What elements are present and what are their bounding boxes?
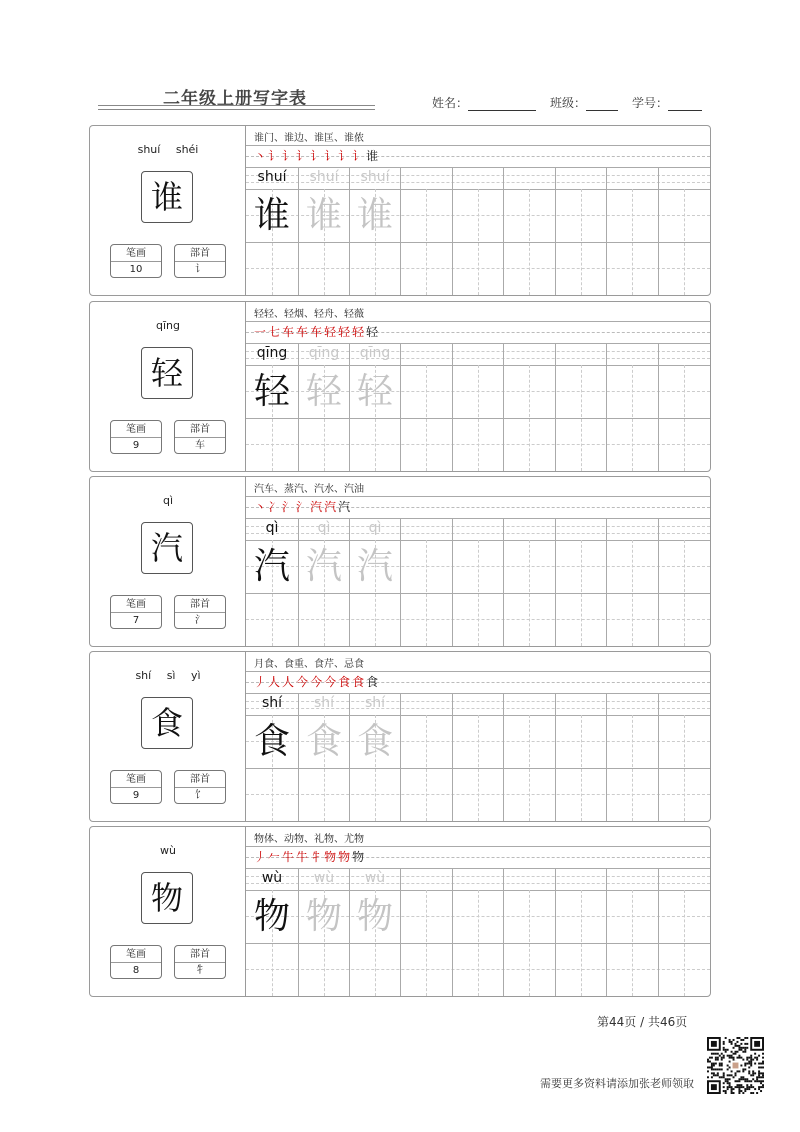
grid-column-line — [555, 344, 556, 471]
stroke-step: 汽 — [324, 500, 339, 514]
character-box — [141, 872, 193, 924]
grid-column-line — [555, 168, 556, 295]
radical-box — [174, 595, 226, 629]
grid-center-guide — [581, 540, 582, 646]
grid-center-guide — [529, 189, 530, 295]
stroke-order-row — [254, 498, 352, 515]
stroke-step: 食 — [352, 675, 367, 689]
radical-label: 部首 — [175, 421, 225, 438]
worksheet-title: 二年级上册写字表 — [163, 89, 307, 109]
practice-pinyin: wù — [313, 870, 335, 886]
grid-center-guide — [581, 715, 582, 821]
radical-label: 部首 — [175, 946, 225, 963]
character-info-panel — [90, 477, 246, 646]
practice-pinyin: shuí — [257, 169, 287, 185]
practice-pinyin: qì — [317, 520, 331, 536]
example-words: 汽车、蒸汽、汽水、汽油 — [254, 484, 364, 495]
grid-column-line — [452, 168, 453, 295]
stroke-step: 丶 — [254, 149, 269, 163]
radical-value: 饣 — [195, 790, 205, 801]
practice-character: 谁 — [356, 195, 393, 236]
stroke-step: 牜 — [310, 850, 325, 864]
grid-column-line — [555, 694, 556, 821]
stroke-step: 丿 — [254, 675, 269, 689]
row-divider — [246, 145, 710, 146]
name-label: 姓名： — [432, 96, 469, 110]
stroke-step: 讠 — [352, 149, 367, 163]
character-box — [141, 522, 193, 574]
stroke-step: 冫 — [268, 500, 283, 514]
writing-grid[interactable] — [246, 869, 710, 996]
practice-area — [246, 827, 710, 996]
practice-character: 轻 — [253, 371, 290, 412]
stroke-order-row — [254, 673, 380, 690]
radical-value: 车 — [195, 440, 205, 451]
character-card — [89, 826, 711, 997]
stroke-step: 物 — [338, 850, 353, 864]
stroke-step: 物 — [324, 850, 339, 864]
grid-column-line — [555, 519, 556, 646]
radical-label: 部首 — [175, 771, 225, 788]
stroke-order-row — [254, 147, 380, 164]
practice-character: 汽 — [356, 546, 393, 587]
stroke-count-value: 9 — [132, 440, 140, 451]
radical-value: 讠 — [195, 264, 205, 275]
stroke-step: 汽 — [310, 500, 325, 514]
stroke-step: 轻 — [324, 325, 339, 339]
stroke-step: 轻 — [366, 325, 381, 339]
stroke-step: 汽 — [338, 500, 353, 514]
character-info-panel — [90, 302, 246, 471]
example-words: 物体、动物、礼物、尤物 — [254, 834, 364, 845]
grid-center-guide — [684, 540, 685, 646]
practice-pinyin: qīng — [308, 345, 340, 361]
character-card — [89, 651, 711, 822]
character-pinyin: qì — [162, 494, 174, 507]
grid-column-line — [503, 869, 504, 996]
stroke-step: 轻 — [338, 325, 353, 339]
grid-center-guide — [684, 890, 685, 996]
practice-pinyin: shí — [261, 695, 283, 711]
grid-center-guide — [478, 540, 479, 646]
practice-pinyin: shí — [364, 695, 386, 711]
practice-character: 汽 — [253, 546, 290, 587]
grid-center-guide — [581, 189, 582, 295]
stroke-step: 讠 — [296, 149, 311, 163]
stroke-count-value: 8 — [132, 965, 140, 976]
grid-center-guide — [632, 715, 633, 821]
practice-pinyin: qì — [368, 520, 382, 536]
grid-column-line — [503, 694, 504, 821]
character-card — [89, 476, 711, 647]
stroke-step: 谁 — [366, 149, 381, 163]
grid-center-guide — [426, 365, 427, 471]
main-character: 谁 — [150, 178, 183, 216]
grid-center-guide — [632, 890, 633, 996]
grid-column-line — [658, 519, 659, 646]
grid-column-line — [658, 168, 659, 295]
practice-character: 食 — [305, 721, 342, 762]
writing-grid[interactable] — [246, 519, 710, 646]
practice-character: 物 — [356, 896, 393, 937]
main-character: 轻 — [150, 354, 183, 392]
grid-column-line — [606, 519, 607, 646]
grid-column-line — [503, 344, 504, 471]
class-blank[interactable] — [586, 99, 618, 111]
stroke-step: 氵 — [296, 500, 311, 514]
radical-box — [174, 420, 226, 454]
grid-column-line — [503, 519, 504, 646]
stroke-count-box — [110, 244, 162, 278]
stroke-count-value: 10 — [129, 264, 143, 275]
radical-value: 氵 — [195, 615, 205, 626]
practice-area — [246, 126, 710, 295]
grid-column-line — [606, 694, 607, 821]
grid-center-guide — [632, 365, 633, 471]
stroke-order-row — [254, 848, 366, 865]
stroke-step: 牛 — [282, 850, 297, 864]
stroke-step: 人 — [268, 675, 283, 689]
practice-character: 汽 — [305, 546, 342, 587]
stroke-step: 今 — [310, 675, 325, 689]
grid-center-guide — [478, 890, 479, 996]
grid-center-guide — [426, 715, 427, 821]
grid-center-guide — [684, 189, 685, 295]
grid-center-guide — [478, 189, 479, 295]
character-info-panel — [90, 126, 246, 295]
grid-center-guide — [478, 715, 479, 821]
stroke-count-box — [110, 770, 162, 804]
grid-center-guide — [684, 715, 685, 821]
qr-code-icon — [707, 1037, 764, 1094]
grid-center-guide — [684, 365, 685, 471]
stroke-step: 今 — [324, 675, 339, 689]
grid-column-line — [606, 168, 607, 295]
practice-area — [246, 652, 710, 821]
practice-character: 物 — [305, 896, 342, 937]
grid-column-line — [658, 344, 659, 471]
main-character: 汽 — [150, 529, 183, 567]
grid-center-guide — [426, 189, 427, 295]
page-number: 第44页 / 共46页 — [597, 1015, 688, 1029]
stroke-step: 车 — [296, 325, 311, 339]
stroke-count-label: 笔画 — [111, 596, 161, 613]
example-words: 月食、食重、食芹、忌食 — [254, 659, 364, 670]
grid-center-guide — [529, 365, 530, 471]
grid-center-guide — [632, 540, 633, 646]
radical-box — [174, 244, 226, 278]
grid-column-line — [658, 869, 659, 996]
practice-pinyin: qīng — [256, 345, 288, 361]
main-character: 物 — [150, 879, 183, 917]
practice-pinyin: qì — [265, 520, 279, 536]
radical-label: 部首 — [175, 596, 225, 613]
grid-column-line — [658, 694, 659, 821]
radical-value: 牜 — [195, 965, 205, 976]
stroke-step: 食 — [338, 675, 353, 689]
practice-pinyin: wù — [364, 870, 386, 886]
practice-character: 食 — [253, 721, 290, 762]
stroke-step: 车 — [282, 325, 297, 339]
stroke-step: 今 — [296, 675, 311, 689]
stroke-count-box — [110, 945, 162, 979]
stroke-step: 人 — [282, 675, 297, 689]
stroke-step: 车 — [310, 325, 325, 339]
stroke-step: 轻 — [352, 325, 367, 339]
grid-center-guide — [478, 365, 479, 471]
main-character: 食 — [150, 704, 183, 742]
example-words: 谁门、谁边、谁匡、谁侬 — [254, 133, 364, 144]
practice-character: 物 — [253, 896, 290, 937]
grid-column-line — [606, 344, 607, 471]
practice-area — [246, 302, 710, 471]
writing-grid[interactable] — [246, 168, 710, 295]
stroke-count-label: 笔画 — [111, 421, 161, 438]
character-pinyin: shí sì yì — [135, 669, 201, 682]
grid-center-guide — [581, 365, 582, 471]
grid-center-guide — [529, 715, 530, 821]
character-pinyin: shuí shéi — [137, 143, 199, 156]
grid-column-line — [503, 168, 504, 295]
practice-pinyin: qīng — [359, 345, 391, 361]
stroke-step: 七 — [268, 325, 283, 339]
practice-character: 轻 — [356, 371, 393, 412]
stroke-step: 讠 — [310, 149, 325, 163]
radical-box — [174, 945, 226, 979]
stroke-step: 讠 — [268, 149, 283, 163]
stroke-step: 讠 — [324, 149, 339, 163]
practice-pinyin: shuí — [309, 169, 339, 185]
class-label: 班级： — [550, 96, 587, 110]
row-divider — [246, 321, 710, 322]
footer-cta: 需要更多资料请添加张老师领取 — [540, 1077, 694, 1090]
practice-area — [246, 477, 710, 646]
grid-column-line — [606, 869, 607, 996]
grid-column-line — [452, 694, 453, 821]
character-box — [141, 697, 193, 749]
title-underline-bottom — [98, 109, 375, 110]
stroke-count-label: 笔画 — [111, 946, 161, 963]
stroke-step: 讠 — [282, 149, 297, 163]
example-words: 轻轻、轻烟、轻舟、轻薇 — [254, 309, 364, 320]
practice-pinyin: shí — [313, 695, 335, 711]
grid-center-guide — [426, 540, 427, 646]
practice-pinyin: shuí — [360, 169, 390, 185]
character-pinyin: wù — [160, 844, 176, 857]
stroke-count-label: 笔画 — [111, 245, 161, 262]
stroke-step: 丶 — [254, 500, 269, 514]
stroke-step: 物 — [352, 850, 367, 864]
grid-center-guide — [632, 189, 633, 295]
row-divider — [246, 671, 710, 672]
stroke-order-row — [254, 323, 380, 340]
grid-column-line — [452, 344, 453, 471]
grid-column-line — [452, 869, 453, 996]
practice-character: 轻 — [305, 371, 342, 412]
student-id-blank[interactable] — [668, 99, 702, 111]
grid-center-guide — [581, 890, 582, 996]
character-box — [141, 171, 193, 223]
character-box — [141, 347, 193, 399]
stroke-step: 一 — [254, 325, 269, 339]
practice-pinyin: wù — [261, 870, 283, 886]
stroke-step: 食 — [366, 675, 381, 689]
practice-character: 谁 — [305, 195, 342, 236]
radical-box — [174, 770, 226, 804]
student-id-label: 学号： — [632, 96, 669, 110]
grid-column-line — [452, 519, 453, 646]
stroke-count-box — [110, 420, 162, 454]
stroke-step: 𠂉 — [268, 850, 283, 864]
stroke-step: 丿 — [254, 850, 269, 864]
character-info-panel — [90, 652, 246, 821]
row-divider — [246, 496, 710, 497]
title-underline-top — [98, 105, 375, 106]
writing-grid[interactable] — [246, 344, 710, 471]
grid-center-guide — [426, 890, 427, 996]
stroke-step: 牛 — [296, 850, 311, 864]
character-info-panel — [90, 827, 246, 996]
character-card — [89, 301, 711, 472]
stroke-step: 氵 — [282, 500, 297, 514]
row-divider — [246, 846, 710, 847]
radical-label: 部首 — [175, 245, 225, 262]
stroke-count-value: 7 — [132, 615, 140, 626]
grid-column-line — [555, 869, 556, 996]
stroke-count-value: 9 — [132, 790, 140, 801]
practice-character: 谁 — [253, 195, 290, 236]
grid-center-guide — [529, 890, 530, 996]
practice-character: 食 — [356, 721, 393, 762]
writing-grid[interactable] — [246, 694, 710, 821]
grid-center-guide — [529, 540, 530, 646]
stroke-step: 讠 — [338, 149, 353, 163]
character-pinyin: qīng — [156, 319, 180, 332]
stroke-count-box — [110, 595, 162, 629]
character-card — [89, 125, 711, 296]
stroke-count-label: 笔画 — [111, 771, 161, 788]
name-blank[interactable] — [468, 99, 536, 111]
